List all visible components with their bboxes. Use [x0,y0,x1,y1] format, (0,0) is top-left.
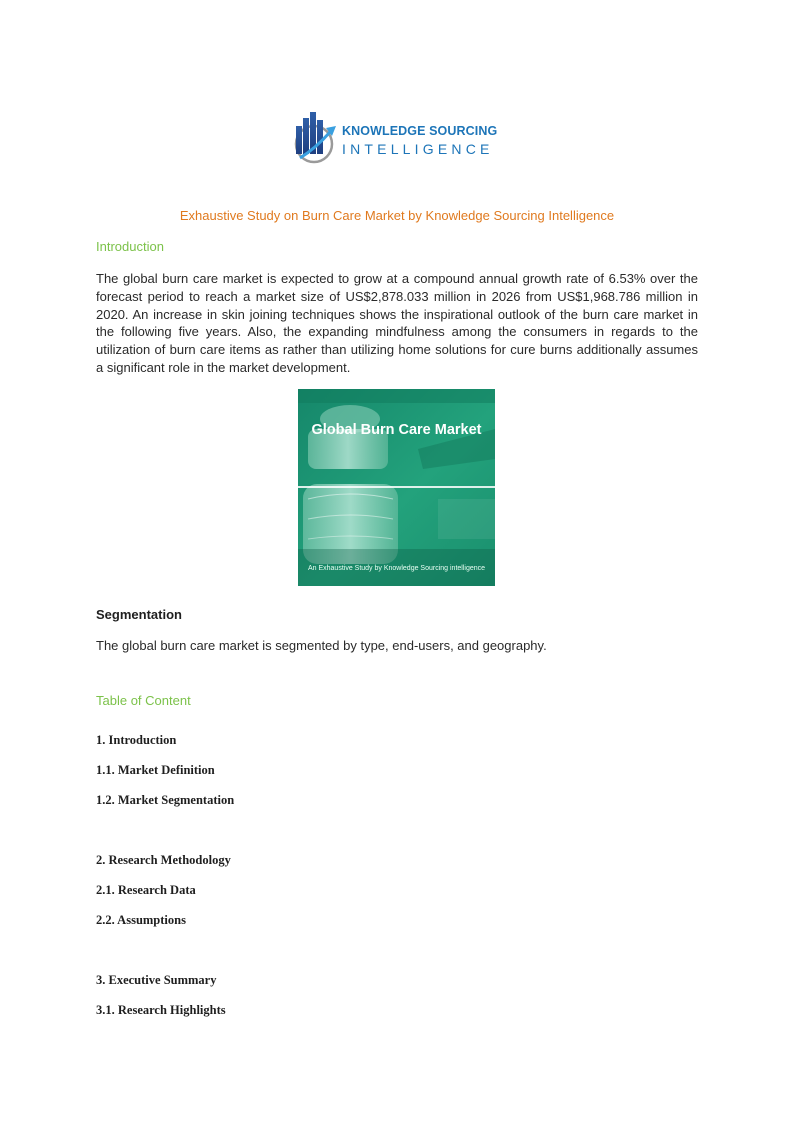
logo-text-line1: KNOWLEDGE SOURCING [342,124,498,138]
toc-item: 3. Executive Summary [96,973,217,987]
introduction-paragraph: The global burn care market is expected to grow at a compound annual growth rate of 6.53% over the forecast period to reach a market size of US$2,878.033 million in 2026 from US$1,968.786 million in 2020. An increase in skin joining techniques shows the inspirational outlook of the burn care market in the following five years. Also, the expanding mindfulness among the consumers in regards to the utilization of burn care items as rather than utilizing home solutions for cure burns additionally assumes a significant role in the market development. [96,271,698,375]
toc-item: 1. Introduction [96,733,177,747]
document-title: Exhaustive Study on Burn Care Market by Knowledge Sourcing Intelligence [179,208,615,223]
toc-item: 2. Research Methodology [96,853,231,867]
toc-item: 1.1. Market Definition [96,763,215,777]
toc-item: 2.2. Assumptions [96,913,186,927]
toc-item: 3.1. Research Highlights [96,1003,226,1017]
hero-image-caption: An Exhaustive Study by Knowledge Sourcing intelligence [307,565,486,572]
introduction-heading: Introduction [96,239,164,254]
segmentation-heading: Segmentation [96,607,182,622]
logo-text-line2: INTELLIGENCE [342,141,494,157]
bar-chart-arrow-logo-icon [290,104,342,166]
table-of-content-heading: Table of Content [96,693,191,708]
burn-care-jar-illustration [298,389,495,586]
market-hero-image [298,389,495,586]
segmentation-text: The global burn care market is segmented by type, end-users, and geography. [96,638,547,653]
hero-image-title: Global Burn Care Market [311,422,482,438]
toc-item: 1.2. Market Segmentation [96,793,235,807]
toc-item: 2.1. Research Data [96,883,196,897]
company-logo [290,104,510,166]
